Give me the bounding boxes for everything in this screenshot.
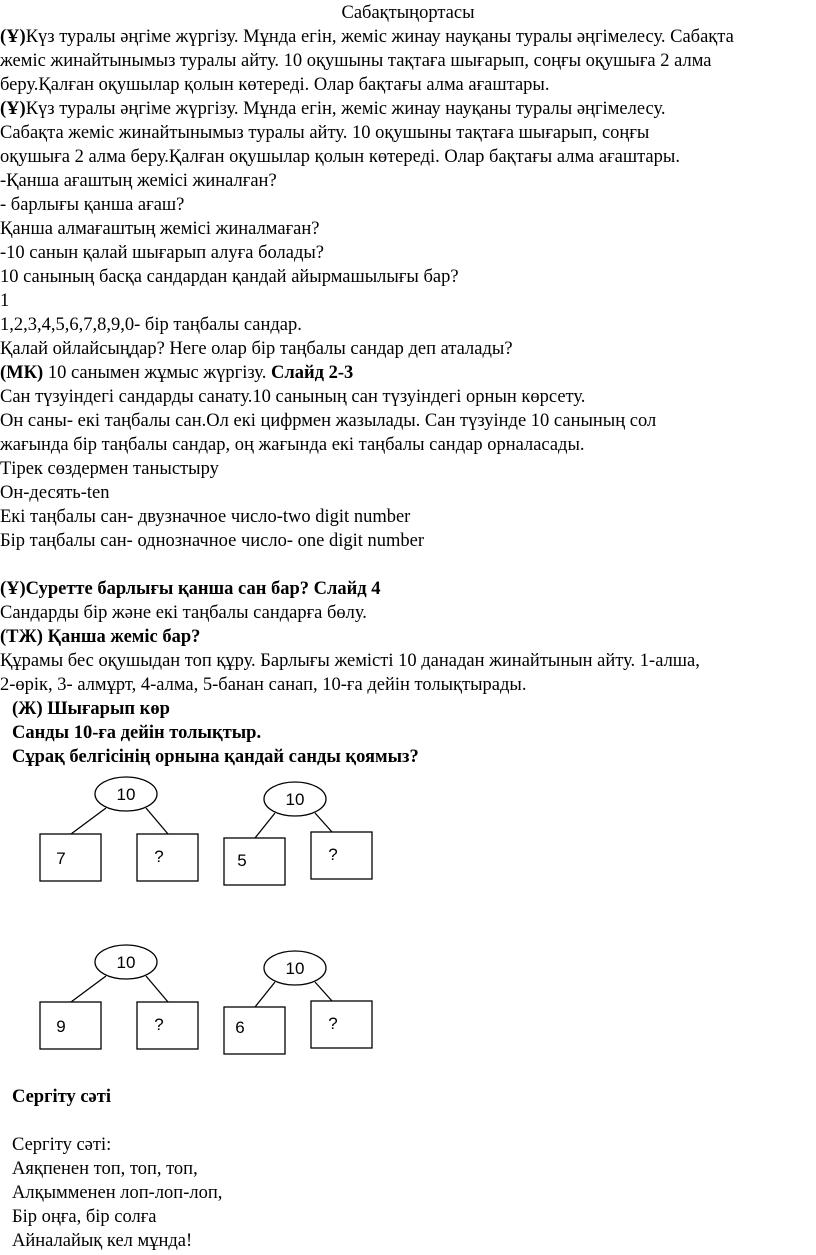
right-branch xyxy=(315,982,332,1001)
right-branch xyxy=(146,808,168,834)
right-box xyxy=(311,1001,372,1048)
paragraph-1-line-1 xyxy=(0,26,734,50)
mk-text: 10 санымен жұмыс жүргізу. xyxy=(43,363,271,383)
number-bond-diagram xyxy=(222,945,382,1073)
group-tag: (Ұ) xyxy=(0,99,26,119)
number-bond-svg xyxy=(38,940,208,1060)
paragraph-1-line-3: беру.Қалған оқушылар қолын көтереді. Олар бақтағы алма ағаштары. xyxy=(0,75,550,95)
right-number: ? xyxy=(328,845,338,864)
number-bond-diagram xyxy=(38,940,208,1068)
left-number: 7 xyxy=(56,849,66,868)
heading-pictures: (Ұ)Суретте барлығы қанша сан бар? Слайд 4 xyxy=(0,579,381,599)
digits-line: 1,2,3,4,5,6,7,8,9,0- бір таңбалы сандар. xyxy=(0,315,302,335)
poem-line-3: Бір оңға, бір солға xyxy=(12,1207,157,1227)
poem-line-1: Аяқпенен топ, топ, топ, xyxy=(12,1159,198,1179)
left-number: 9 xyxy=(56,1017,66,1036)
question-4: -10 санын қалай шығарып алуға болады? xyxy=(0,243,324,263)
why-question: Қалай ойлайсыңдар? Неге олар бір таңбалы сандар деп аталады? xyxy=(0,339,513,359)
sentence-5: Он-десять-ten xyxy=(0,483,110,503)
right-box xyxy=(137,834,198,881)
poem-title: Сергіту сәті: xyxy=(12,1135,112,1155)
left-branch xyxy=(71,976,106,1002)
sentence-2: Он саны- екі таңбалы сан.Ол екі цифрмен жазылады. Сан түзуінде 10 санының сол xyxy=(0,411,657,431)
question-5: 10 санының басқа сандардан қандай айырмашылығы бар? xyxy=(0,267,459,287)
group-tag: (Ұ) xyxy=(0,27,26,47)
left-box xyxy=(40,834,101,881)
right-number: ? xyxy=(154,847,164,866)
number-bond-svg xyxy=(222,945,382,1065)
number-bond-svg xyxy=(38,772,208,892)
left-branch xyxy=(255,813,275,838)
heading-pictures-sub: Сандарды бір және екі таңбалы сандарға бөлу. xyxy=(0,603,367,623)
number-bond-diagram xyxy=(38,772,208,900)
top-number: 10 xyxy=(285,790,305,809)
heading-fruits: (ТЖ) Қанша жеміс бар? xyxy=(0,627,201,647)
solve-line-1: Санды 10-ға дейін толықтыр. xyxy=(12,723,262,743)
fruits-line-1: Құрамы бес оқушыдан топ құру. Барлығы жемісті 10 данадан жинайтынын айту. 1-алша, xyxy=(0,651,700,671)
right-box xyxy=(311,832,372,879)
question-1: -Қанша ағаштың жемісі жиналған? xyxy=(0,171,277,191)
left-number: 5 xyxy=(237,851,247,870)
sentence-4: Тірек сөздермен таныстыру xyxy=(0,459,219,479)
right-box xyxy=(137,1002,198,1049)
poem-line-4: Айналайық кел мұнда! xyxy=(12,1231,193,1251)
paragraph-1-line-2: жеміс жинайтынымыз туралы айту. 10 оқушыны тақтаға шығарып, соңғы оқушыға 2 алма xyxy=(0,51,712,71)
right-number: ? xyxy=(328,1014,338,1033)
number-bond-diagram xyxy=(222,776,382,904)
left-branch xyxy=(255,982,275,1007)
paragraph-2-line-3: оқушыға 2 алма беру.Қалған оқушылар қолын көтереді. Олар бақтағы алма ағаштары. xyxy=(0,147,680,167)
right-branch xyxy=(146,976,168,1002)
sentence-3: жағында бір таңбалы сандар, оң жағында екі таңбалы сандар орналасады. xyxy=(0,435,585,455)
right-number: ? xyxy=(154,1015,164,1034)
left-box xyxy=(224,838,285,885)
fruits-line-2: 2-өрік, 3- алмұрт, 4-алма, 5-банан санап, 10-ға дейін толықтырады. xyxy=(0,675,527,695)
paragraph-text: Күз туралы әңгіме жүргізу. Мұнда егін, жеміс жинау науқаны туралы әңгімелесу. Сабақта xyxy=(25,27,734,47)
left-box xyxy=(224,1007,285,1054)
paragraph-text: Күз туралы әңгіме жүргізу. Мұнда егін, жеміс жинау науқаны туралы әңгімелесу. xyxy=(25,99,666,119)
sentence-6: Екі таңбалы сан- двузначное число-two digit number xyxy=(0,507,411,527)
top-number: 10 xyxy=(285,959,305,978)
left-branch xyxy=(71,808,106,834)
right-branch xyxy=(315,813,332,832)
paragraph-2-line-1 xyxy=(0,98,666,122)
mk-line xyxy=(0,362,353,386)
solve-line-2: Сұрақ белгісінің орнына қандай санды қоямыз? xyxy=(12,747,419,767)
sentence-1: Сан түзуіндегі сандарды санату.10 санының сан түзуіндегі орнын көрсету. xyxy=(0,387,586,407)
heading-solve: (Ж) Шығарып көр xyxy=(12,699,170,719)
question-3: Қанша алмағаштың жемісі жиналмаған? xyxy=(0,219,320,239)
mk-slide: Слайд 2-3 xyxy=(270,363,354,383)
heading-break: Сергіту сәті xyxy=(12,1087,111,1107)
top-number: 10 xyxy=(116,785,136,804)
page-title: Сабақтыңортасы xyxy=(341,3,475,23)
number-one: 1 xyxy=(0,291,10,311)
left-number: 6 xyxy=(235,1018,245,1037)
sentence-7: Бір таңбалы сан- однозначное число- one digit number xyxy=(0,531,425,551)
left-box xyxy=(40,1002,101,1049)
top-number: 10 xyxy=(116,953,136,972)
mk-tag: (МК) xyxy=(0,363,44,383)
question-2: - барлығы қанша ағаш? xyxy=(0,195,185,215)
poem-line-2: Алқымменен лоп-лоп-лоп, xyxy=(12,1183,223,1203)
number-bond-svg xyxy=(222,776,382,896)
paragraph-2-line-2: Сабақта жеміс жинайтынымыз туралы айту. 10 оқушыны тақтаға шығарып, соңғы xyxy=(0,123,650,143)
